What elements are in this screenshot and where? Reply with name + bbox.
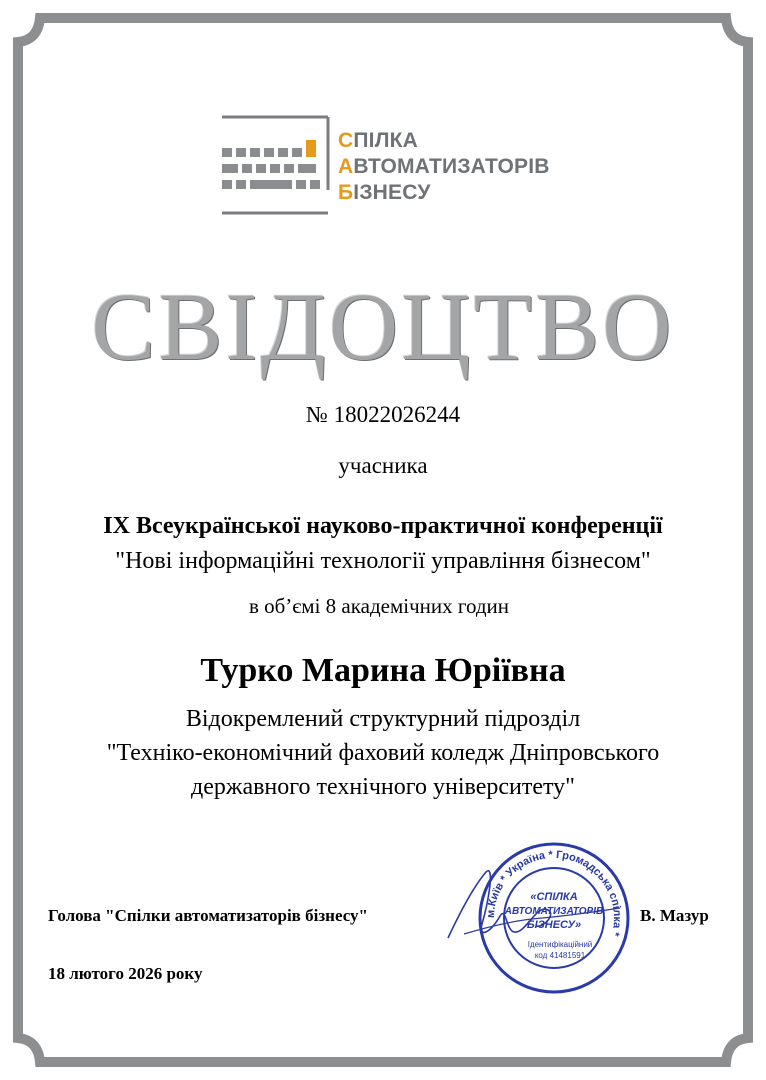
signatory-position: Голова "Спілки автоматизаторів бізнесу" [48, 906, 368, 925]
logo-text [338, 128, 550, 206]
certificate-title: СВІДОЦТВО [91, 273, 675, 380]
organization-line-1: Відокремлений структурний підрозділ [185, 706, 581, 732]
issue-date: 18 лютого 2026 року [48, 964, 203, 983]
stamp-line-4: Ідентифікаційний [527, 940, 593, 949]
person-name: Турко Марина Юріївна [200, 652, 566, 689]
stamp-line-2: АВТОМАТИЗАТОРІВ [504, 906, 604, 917]
signatory-name: В. Мазур [640, 906, 709, 925]
stamp-line-3: БІЗНЕСУ» [526, 919, 582, 931]
stamp-ring-text: м.Київ * Україна * Громадська спілка * [484, 848, 624, 938]
certificate-number: № 18022026244 [305, 402, 461, 427]
organization-line-2: "Техніко-економічний фаховий коледж Дніпровського [106, 740, 660, 766]
conference-name: "Нові інформаційні технології управління бізнесом" [115, 548, 651, 574]
logo-line-3: БІЗНЕСУ [338, 181, 431, 204]
logo-line-2: АВТОМАТИЗАТОРІВ [338, 155, 550, 178]
stamp-line-1: «СПІЛКА [530, 891, 578, 903]
participant-word: учасника [338, 453, 428, 478]
organization-line-3: державного технічного університету" [191, 774, 575, 800]
hours-volume: в об’ємі 8 академічних годин [248, 594, 510, 618]
official-stamp-icon [444, 838, 634, 998]
conference-title: IX Всеукраїнської науково-практичної конференції [103, 513, 663, 539]
stamp-line-5: код 41481591 [534, 951, 586, 960]
logo-line-1: СПІЛКА [338, 129, 419, 152]
